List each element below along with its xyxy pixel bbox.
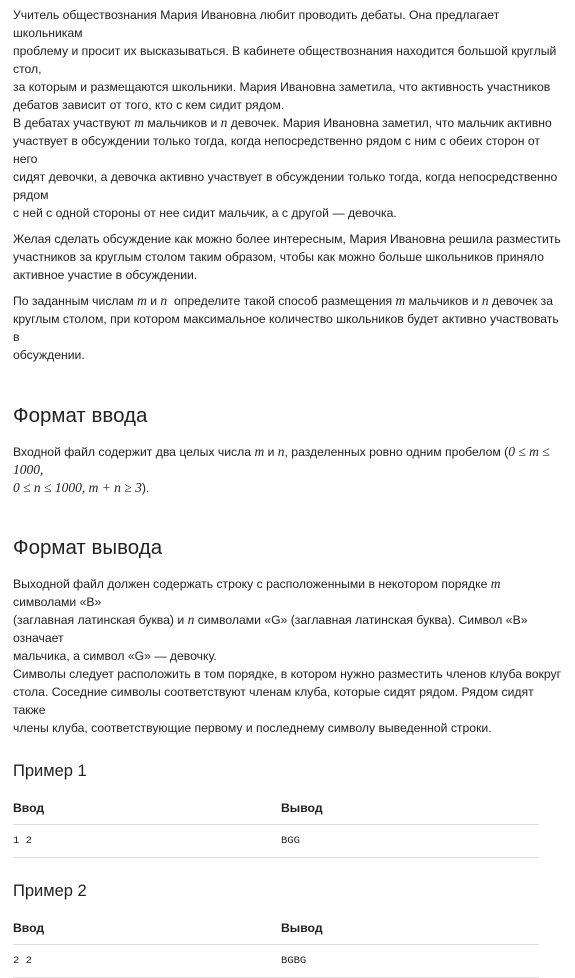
output-format-heading: Формат вывода bbox=[13, 536, 163, 559]
example-input[interactable]: 1 2 bbox=[13, 825, 281, 858]
text-fragment: Входной файл содержит два целых числа bbox=[13, 445, 255, 459]
text-line: за которым и размещаются школьники. Мария Ивановна заметила, что активность участников bbox=[13, 80, 551, 94]
text-line bbox=[13, 479, 561, 497]
output-column-header: Вывод bbox=[281, 915, 539, 945]
example-table bbox=[13, 795, 539, 858]
text-line: Учитель обществознания Мария Ивановна любит проводить дебаты. Она предлагает школьникам bbox=[13, 8, 500, 40]
input-column-header: Ввод bbox=[13, 915, 281, 945]
text-fragment: По заданным числам bbox=[13, 294, 138, 308]
math-constraint: 0 ≤ m ≤ 1000, bbox=[13, 444, 550, 477]
text-line: сидят девочки, а девочка активно участвует в обсуждении только тогда, когда непосредственно рядом bbox=[13, 170, 558, 202]
text-fragment: В дебатах участвуют bbox=[13, 116, 135, 130]
example-title: Пример 2 bbox=[13, 882, 87, 900]
text-fragment: символами «G» (заглавная латинская буква). Символ «B» означает bbox=[13, 613, 528, 645]
math-variable-m: m bbox=[395, 293, 406, 308]
text-line bbox=[13, 575, 561, 611]
input-format-text bbox=[13, 443, 561, 497]
text-fragment: мальчиков и bbox=[405, 294, 482, 308]
text-fragment: ). bbox=[141, 481, 150, 495]
text-fragment: определите такой способ размещения bbox=[167, 294, 396, 308]
text-line: проблему и просит их высказываться. В кабинете обществознания находится большой круглый стол, bbox=[13, 44, 557, 76]
math-variable-m: m bbox=[137, 293, 147, 308]
text-line: активное участие в обсуждении. bbox=[13, 268, 198, 282]
math-variable-n: n bbox=[481, 293, 489, 308]
input-column-header: Ввод bbox=[13, 795, 281, 825]
text-fragment: (заглавная латинская буква) и bbox=[13, 613, 188, 627]
text-fragment: мальчиков и bbox=[143, 116, 221, 130]
text-line bbox=[13, 114, 561, 132]
input-format-section bbox=[13, 403, 561, 497]
output-format-text bbox=[13, 575, 561, 737]
math-constraint: 0 ≤ n ≤ 1000, m + n ≥ 3 bbox=[13, 480, 142, 495]
text-fragment: Выходной файл должен содержать строку с расположенными в некотором порядке bbox=[13, 577, 491, 591]
text-line: участников за круглым столом таким образом, чтобы как можно больше школьников приняло bbox=[13, 250, 544, 264]
table-row bbox=[13, 825, 539, 858]
text-fragment: девочек за bbox=[488, 294, 553, 308]
text-fragment: и bbox=[146, 294, 161, 308]
text-line: Желая сделать обсуждение как можно более интересным, Мария Ивановна решила разместить bbox=[13, 232, 561, 246]
text-fragment: символами «B» bbox=[13, 595, 102, 609]
text-fragment: , разделенных ровно одним пробелом ( bbox=[284, 445, 509, 459]
text-line: стола. Соседние символы соответствуют членам клуба, которые сидят рядом. Рядом сидят также bbox=[13, 685, 534, 717]
problem-statement bbox=[13, 6, 561, 364]
example-output[interactable]: BGBG bbox=[281, 945, 539, 978]
example-input[interactable]: 2 2 bbox=[13, 945, 281, 978]
example-2 bbox=[13, 880, 561, 978]
input-format-heading: Формат ввода bbox=[13, 404, 148, 427]
example-table bbox=[13, 915, 539, 978]
math-variable-n: n bbox=[160, 293, 168, 308]
output-format-section bbox=[13, 535, 561, 737]
example-title: Пример 1 bbox=[13, 762, 87, 780]
math-variable-n: n bbox=[187, 612, 195, 627]
statement-paragraph-2 bbox=[13, 230, 561, 284]
text-line: участвует в обсуждении только тогда, когда непосредственно рядом с ним с обеих сторон от него bbox=[13, 134, 540, 166]
math-variable-m: m bbox=[134, 115, 144, 130]
text-line: дебатов зависит от того, кто с кем сидит рядом. bbox=[13, 98, 285, 112]
statement-paragraph-1 bbox=[13, 6, 561, 222]
math-variable-n: n bbox=[220, 115, 228, 130]
text-line bbox=[13, 443, 561, 479]
table-header-row bbox=[13, 795, 539, 825]
text-line bbox=[13, 292, 561, 310]
math-variable-m: m bbox=[490, 576, 501, 591]
text-line bbox=[13, 611, 561, 647]
text-line: мальчика, а символ «G» — девочку. bbox=[13, 649, 217, 663]
text-line: с ней с одной стороны от нее сидит мальчик, а с другой — девочка. bbox=[13, 206, 397, 220]
text-line: обсуждении. bbox=[13, 348, 85, 362]
text-line: Символы следует расположить в том порядке, в котором нужно разместить членов клуба вокруг bbox=[13, 667, 562, 681]
math-variable-m: m bbox=[254, 444, 265, 459]
example-1 bbox=[13, 760, 561, 858]
example-output[interactable]: BGG bbox=[281, 825, 539, 858]
math-variable-n: n bbox=[277, 444, 285, 459]
text-fragment: и bbox=[264, 445, 278, 459]
output-column-header: Вывод bbox=[281, 795, 539, 825]
text-line: круглым столом, при котором максимальное количество школьников будет активно участвовать в bbox=[13, 312, 559, 344]
text-line: члены клуба, соответствующие первому и последнему символу выведенной строки. bbox=[13, 721, 492, 735]
table-header-row bbox=[13, 915, 539, 945]
statement-paragraph-3 bbox=[13, 292, 561, 364]
table-row bbox=[13, 945, 539, 978]
text-fragment: девочек. Мария Ивановна заметил, что мальчик активно bbox=[227, 116, 552, 130]
